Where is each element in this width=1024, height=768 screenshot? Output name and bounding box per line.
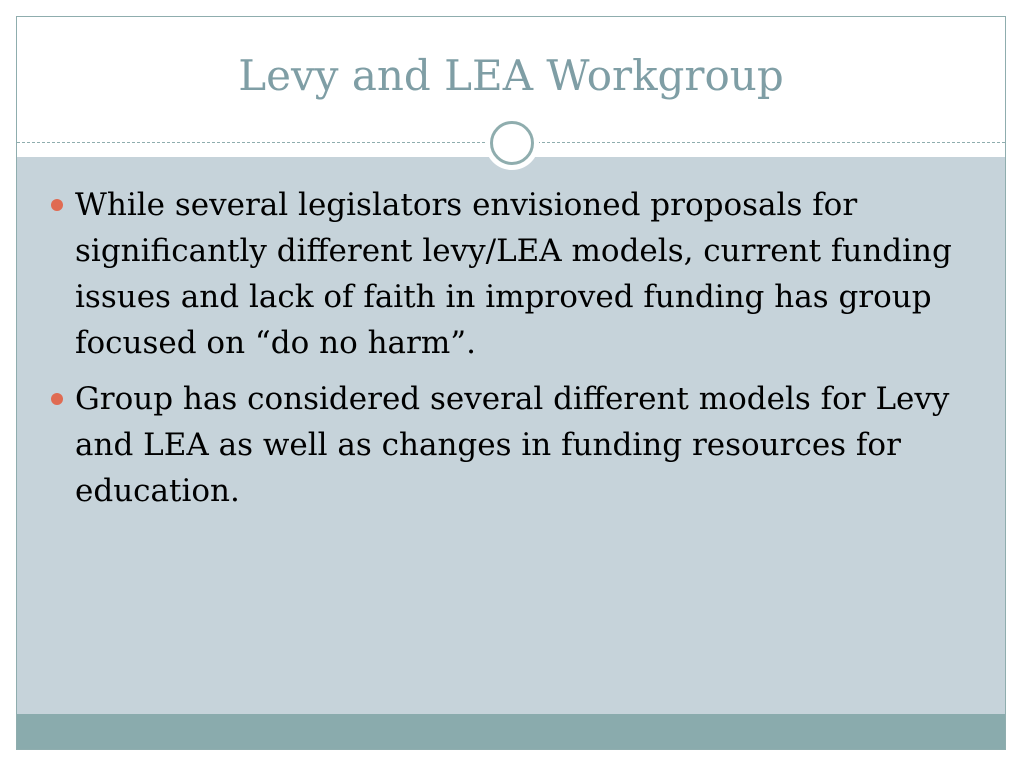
bullet-list — [49, 182, 969, 524]
footer-band — [17, 714, 1005, 749]
circle-ornament-icon — [485, 116, 539, 170]
bullet-text: Group has considered several different models for Levy and LEA as well as changes in funding resources for education. — [75, 381, 950, 509]
slide — [16, 16, 1006, 750]
slide-title: Levy and LEA Workgroup — [238, 51, 784, 100]
bullet-dot-icon — [51, 393, 63, 405]
bullet-text: While several legislators envisioned proposals for significantly different levy/LEA models, current funding issues and lack of faith in improved funding has group focused on “do no harm”. — [75, 187, 952, 361]
bullet-item — [49, 182, 969, 366]
ornament-ring — [490, 121, 534, 165]
bullet-item — [49, 376, 969, 514]
bullet-dot-icon — [51, 199, 63, 211]
